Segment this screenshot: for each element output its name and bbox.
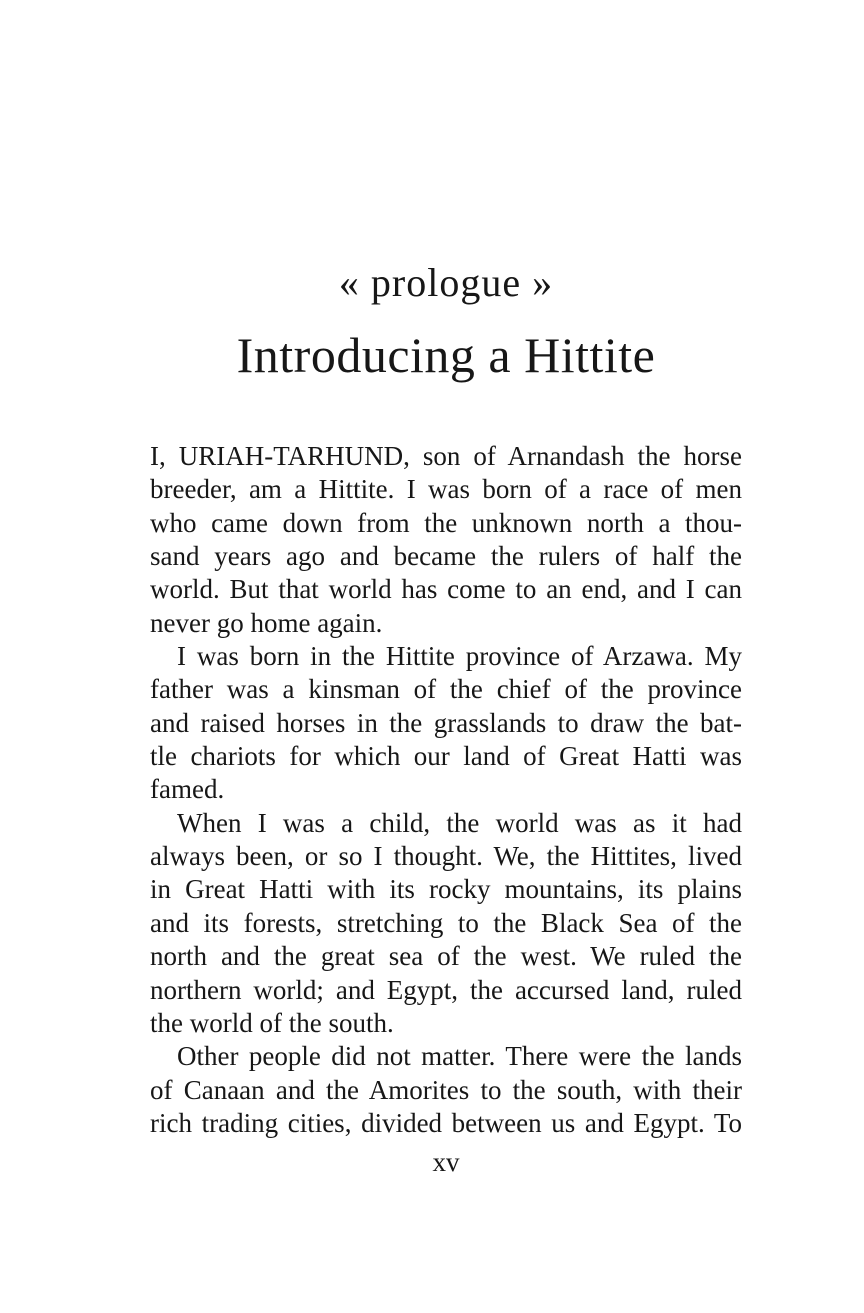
text-line: never go home again. bbox=[150, 607, 383, 638]
paragraph bbox=[150, 807, 742, 1040]
text-line: world. But that world has come to an end, and I can bbox=[150, 574, 742, 605]
text-line: and raised horses in the grasslands to draw the bat- bbox=[150, 707, 742, 738]
text-line: always been, or so I thought. We, the Hittites, lived bbox=[150, 841, 742, 872]
page-number: xv bbox=[432, 1147, 460, 1178]
text-line: I was born in the Hittite province of Arzawa. My bbox=[177, 641, 742, 672]
body-text bbox=[150, 440, 742, 1140]
text-line: tle chariots for which our land of Great Hatti was bbox=[150, 741, 742, 772]
text-line: who came down from the unknown north a thou- bbox=[150, 507, 742, 538]
section-kicker: « prologue » bbox=[338, 260, 554, 305]
paragraph bbox=[150, 440, 742, 640]
chapter-title: Introducing a Hittite bbox=[236, 327, 656, 383]
text-line: sand years ago and became the rulers of half the bbox=[150, 541, 742, 572]
paragraph bbox=[150, 1040, 742, 1140]
text-line: the world of the south. bbox=[150, 1007, 394, 1038]
text-line: father was a kinsman of the chief of the province bbox=[150, 674, 742, 705]
text-line: in Great Hatti with its rocky mountains, its plains bbox=[150, 874, 742, 905]
text-line: famed. bbox=[150, 774, 225, 805]
text-line: rich trading cities, divided between us and Egypt. To bbox=[150, 1107, 742, 1138]
text-line: of Canaan and the Amorites to the south, with their bbox=[150, 1074, 742, 1105]
text-line: I, URIAH-TARHUND, son of Arnandash the horse bbox=[150, 441, 742, 471]
text-line: Other people did not matter. There were the lands bbox=[177, 1041, 742, 1072]
paragraph bbox=[150, 640, 742, 807]
text-line: When I was a child, the world was as it had bbox=[177, 807, 742, 838]
text-line: breeder, am a Hittite. I was born of a race of men bbox=[150, 474, 742, 505]
text-line: northern world; and Egypt, the accursed land, ruled bbox=[150, 974, 742, 1005]
text-line: north and the great sea of the west. We ruled the bbox=[150, 941, 742, 972]
text-line: and its forests, stretching to the Black Sea of the bbox=[150, 907, 742, 938]
text-block bbox=[150, 0, 742, 1176]
